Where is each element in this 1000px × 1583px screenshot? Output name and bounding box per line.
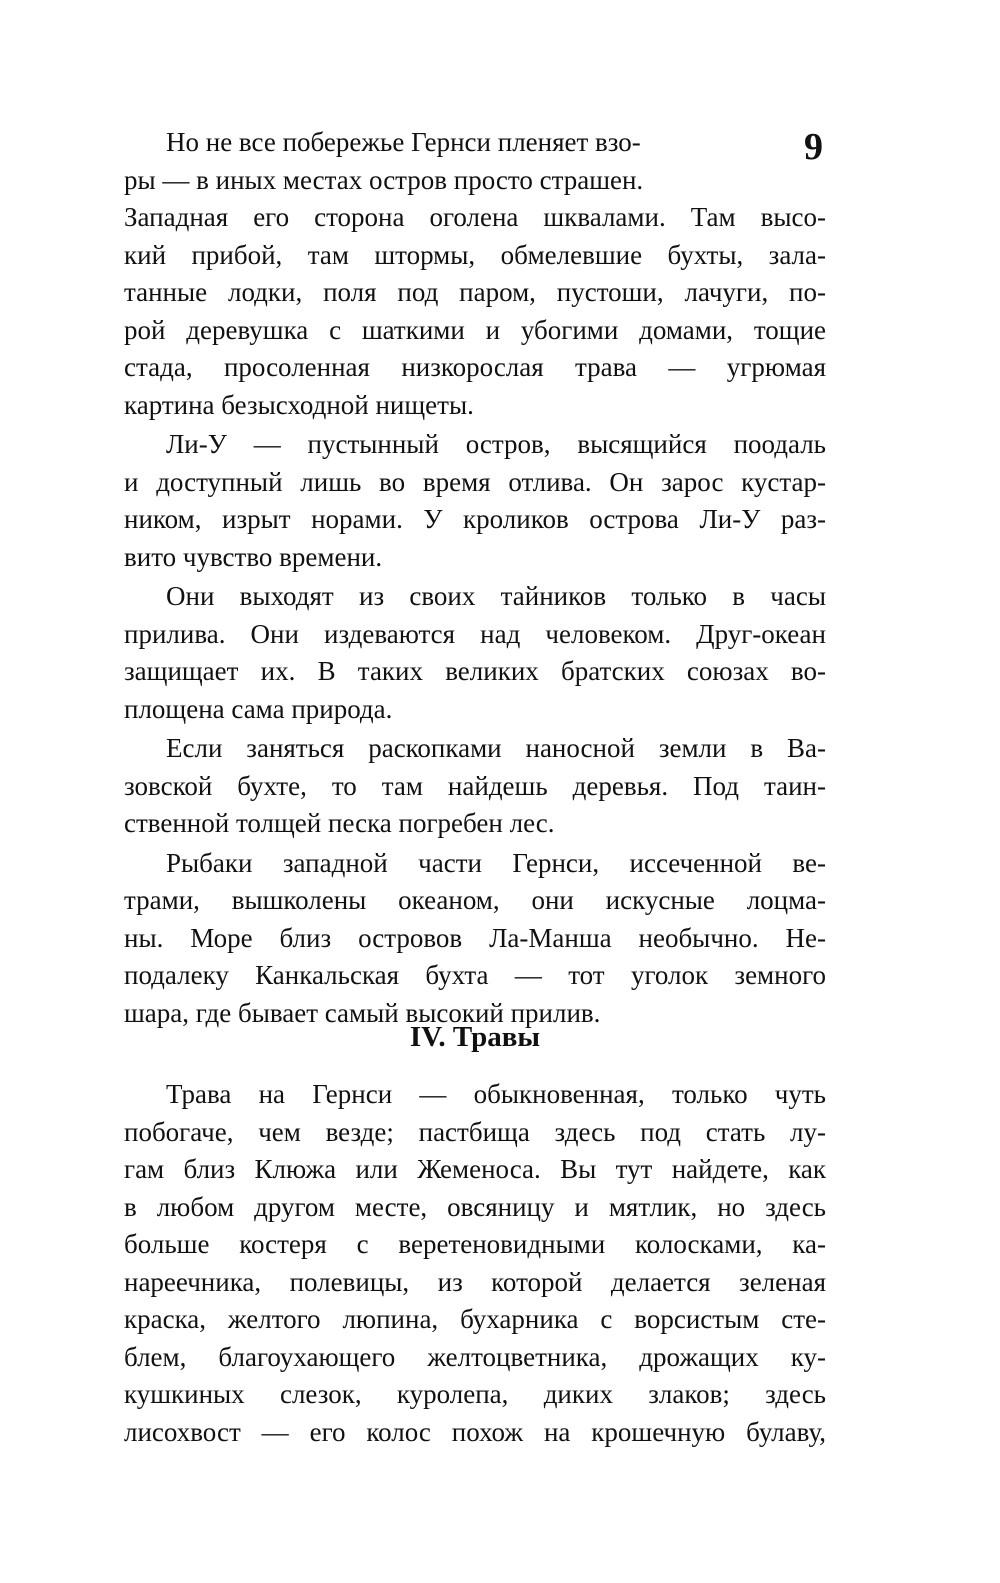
paragraph-5 — [124, 845, 826, 1033]
text-line: ны. Море близ островов Ла-Манша необычно. Не- — [124, 922, 826, 953]
text-line: и доступный лишь во время отлива. Он зарос кустар- — [124, 466, 826, 497]
paragraph-4 — [124, 730, 826, 843]
section-heading: IV. Травы — [409, 1021, 541, 1053]
text-line: в любом другом месте, овсяницу и мятлик, но здесь — [124, 1191, 826, 1222]
text-line: Они выходят из своих тайников только в часы — [166, 581, 826, 611]
text-line: Если заняться раскопками наносной земли в Ва- — [166, 733, 826, 763]
text-line: кушкиных слезок, куролепа, диких злаков; здесь — [124, 1379, 826, 1409]
text-line: блем, благоухающего желтоцветника, дрожащих ку- — [124, 1341, 826, 1372]
text-line: рой деревушка с шаткими и убогими домами, тощие — [124, 314, 826, 345]
text-line: защищает их. В таких великих братских союзах во- — [124, 656, 826, 686]
text-line: ры — в иных местах остров просто страшен. — [124, 164, 644, 195]
text-line: гам близ Клюжа или Жеменоса. Вы тут найдете, как — [124, 1154, 826, 1184]
paragraph-1 — [124, 124, 826, 424]
text-line: Западная его сторона оголена шквалами. Там высо- — [124, 202, 826, 232]
paragraph-3 — [124, 578, 826, 728]
text-line: зовской бухте, то там найдешь деревья. Под таин- — [124, 770, 826, 801]
paragraph-2 — [124, 426, 826, 576]
text-line: танные лодки, поля под паром, пустоши, лачуги, по- — [124, 277, 826, 307]
text-line: побогаче, чем везде; пастбища здесь под стать лу- — [124, 1116, 826, 1147]
text-line: шара, где бывает самый высокий прилив. — [124, 997, 601, 1028]
text-line: краска, желтого люпина, бухарника с ворсистым сте- — [124, 1304, 826, 1334]
text-line: стада, просоленная низкорослая трава — угрюмая — [124, 352, 826, 382]
text-line: Рыбаки западной части Гернси, иссеченной ве- — [166, 847, 826, 878]
text-line: ником, изрыт норами. У кроликов острова Ли-У раз- — [124, 504, 826, 534]
paragraph-6 — [124, 1076, 826, 1451]
text-line: подалеку Канкальская бухта — тот уголок земного — [124, 960, 826, 990]
text-line: Трава на Гернси — обыкновенная, только чуть — [166, 1079, 826, 1109]
text-line: картина безысходной нищеты. — [124, 389, 474, 420]
text-line: ственной толщей песка погребен лес. — [124, 808, 555, 838]
text-block-top — [124, 124, 826, 1032]
text-line: нареечника, полевицы, из которой делается зеленая — [124, 1266, 826, 1297]
text-line: прилива. Они издеваются над человеком. Друг-океан — [124, 618, 826, 649]
text-line: площена сама природа. — [124, 693, 393, 724]
text-line: больше костеря с веретеновидными колосками, ка- — [124, 1229, 826, 1259]
text-line: кий прибой, там штормы, обмелевшие бухты, зала- — [124, 239, 826, 270]
text-line: лисохвост — его колос похож на крошечную булаву, — [124, 1416, 826, 1447]
text-block-bottom — [124, 1076, 826, 1451]
page-number: 9 — [804, 126, 823, 168]
text-line: трами, вышколены океаном, они искусные лоцма- — [124, 885, 826, 915]
text-line: Ли-У — пустынный остров, высящийся поодаль — [166, 429, 826, 459]
text-line: Но не все побережье Гернси пленяет взо- — [166, 127, 641, 157]
text-line: вито чувство времени. — [124, 541, 383, 572]
